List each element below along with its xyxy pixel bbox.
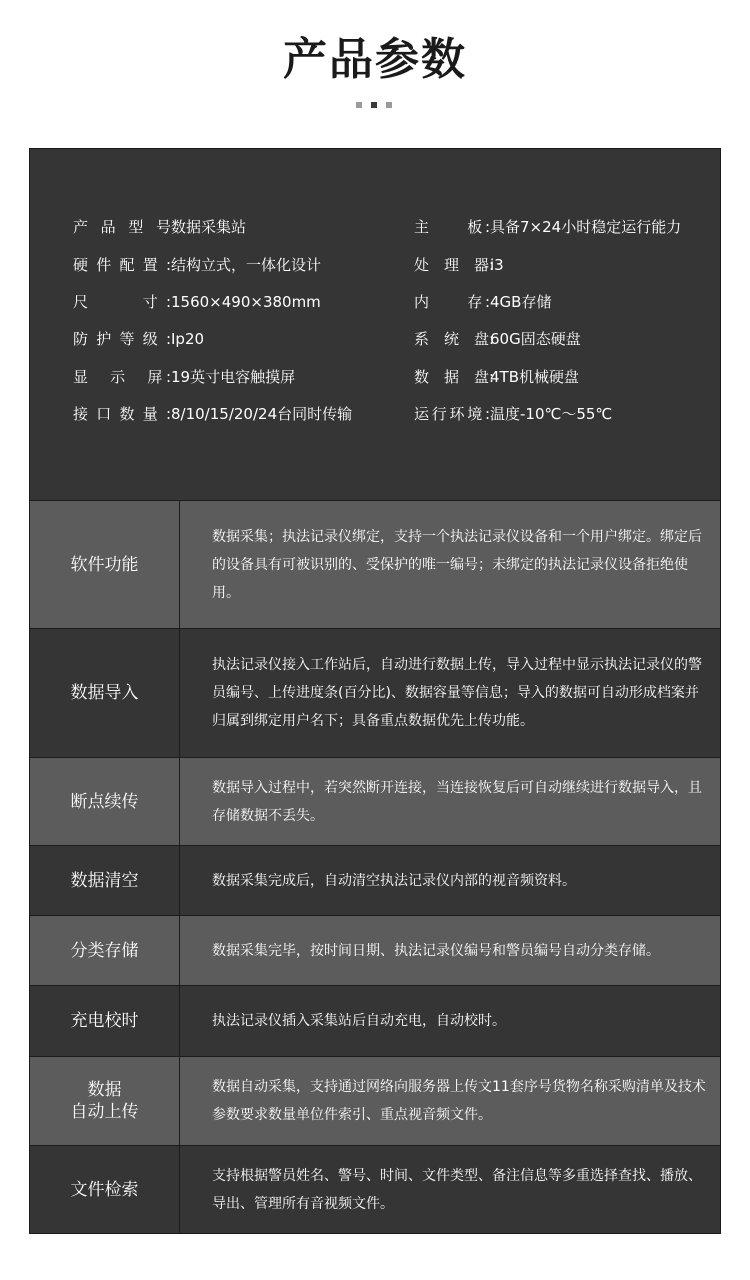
spec-grid bbox=[30, 149, 720, 500]
spec-key: 数 据 盘: bbox=[414, 368, 495, 386]
spec-item-display bbox=[73, 365, 295, 389]
feature-label: 分类存储 bbox=[30, 916, 180, 985]
title-divider-dots bbox=[356, 102, 396, 110]
feature-desc: 数据采集完成后，自动清空执法记录仪内部的视音频资料。 bbox=[212, 872, 576, 889]
spec-panel bbox=[29, 148, 721, 1234]
divider-dot bbox=[371, 102, 377, 108]
feature-desc: 数据自动采集，支持通过网络向服务器上传文11套序号货物名称采购清单及技术参数要求数量单位件索引、重点视音频文件。 bbox=[212, 1079, 706, 1123]
feature-table bbox=[30, 500, 720, 1233]
spec-key: 接口数量: bbox=[73, 405, 171, 423]
spec-key: 产品型号 bbox=[73, 218, 171, 236]
spec-value: 具备7×24小时稳定运行能力 bbox=[490, 218, 682, 236]
feature-label: 数据 自动上传 bbox=[30, 1057, 180, 1145]
spec-key: 显 示 屏: bbox=[73, 368, 171, 386]
spec-item-memory bbox=[414, 290, 551, 314]
feature-row bbox=[30, 1056, 720, 1145]
spec-item-model bbox=[73, 215, 246, 239]
spec-key: 主 板: bbox=[414, 218, 490, 236]
spec-item-motherboard bbox=[414, 215, 681, 239]
spec-key: 处 理 器: bbox=[414, 256, 495, 274]
spec-item-data-disk bbox=[414, 365, 579, 389]
spec-item-protection bbox=[73, 327, 204, 351]
spec-item-hardware bbox=[73, 253, 321, 277]
spec-value: 4GB存储 bbox=[490, 293, 552, 311]
feature-row bbox=[30, 915, 720, 985]
feature-label: 数据导入 bbox=[30, 629, 180, 757]
page-title: 产品参数 bbox=[283, 34, 467, 85]
spec-value: 温度-10℃～55℃ bbox=[490, 405, 613, 423]
spec-value: 60G固态硬盘 bbox=[490, 330, 581, 348]
spec-item-size bbox=[73, 290, 321, 314]
spec-key: 尺 寸: bbox=[73, 293, 171, 311]
spec-value: i3 bbox=[490, 256, 504, 274]
feature-desc: 执法记录仪接入工作站后，自动进行数据上传，导入过程中显示执法记录仪的警员编号、上传进度条(百分比)、数据容量等信息；导入的数据可自动形成档案并归属到绑定用户名下；具备重点数据优先上传功能。 bbox=[212, 657, 702, 729]
spec-value: 数据采集站 bbox=[171, 218, 247, 236]
feature-label: 软件功能 bbox=[30, 501, 180, 628]
feature-row bbox=[30, 628, 720, 757]
spec-value: 19英寸电容触摸屏 bbox=[171, 368, 296, 386]
feature-label: 数据清空 bbox=[30, 846, 180, 915]
spec-item-ports bbox=[73, 402, 352, 426]
spec-key: 运行环境: bbox=[414, 405, 490, 423]
feature-desc: 数据采集；执法记录仪绑定，支持一个执法记录仪设备和一个用户绑定。绑定后的设备具有可被识别的、受保护的唯一编号；未绑定的执法记录仪设备拒绝使用。 bbox=[212, 528, 702, 601]
spec-value: 4TB机械硬盘 bbox=[490, 368, 579, 386]
feature-row bbox=[30, 1145, 720, 1233]
feature-row bbox=[30, 757, 720, 845]
feature-row bbox=[30, 985, 720, 1056]
spec-key: 防护等级: bbox=[73, 330, 171, 348]
spec-item-cpu bbox=[414, 253, 504, 277]
feature-label: 文件检索 bbox=[30, 1146, 180, 1233]
spec-value: 结构立式，一体化设计 bbox=[171, 256, 322, 274]
feature-desc: 执法记录仪插入采集站后自动充电，自动校时。 bbox=[212, 1013, 506, 1029]
spec-item-system-disk bbox=[414, 327, 581, 351]
feature-label: 断点续传 bbox=[30, 758, 180, 845]
feature-row bbox=[30, 500, 720, 628]
divider-dot bbox=[386, 102, 392, 108]
feature-desc: 数据导入过程中，若突然断开连接，当连接恢复后可自动继续进行数据导入，且存储数据不丢失。 bbox=[212, 779, 702, 824]
spec-value: 1560×490×380mm bbox=[171, 293, 321, 311]
spec-key: 硬件配置: bbox=[73, 256, 171, 274]
divider-dot bbox=[356, 102, 362, 108]
spec-key: 内 存: bbox=[414, 293, 490, 311]
feature-desc: 数据采集完毕，按时间日期、执法记录仪编号和警员编号自动分类存储。 bbox=[212, 942, 660, 959]
feature-label: 充电校时 bbox=[30, 986, 180, 1056]
feature-desc: 支持根据警员姓名、警号、时间、文件类型、备注信息等多重选择查找、播放、导出、管理所有音视频文件。 bbox=[212, 1167, 702, 1212]
spec-item-environment bbox=[414, 402, 612, 426]
spec-key: 系 统 盘: bbox=[414, 330, 495, 348]
feature-row bbox=[30, 845, 720, 915]
spec-value: Ip20 bbox=[171, 330, 205, 348]
spec-value: 8/10/15/20/24台同时传输 bbox=[171, 405, 353, 423]
